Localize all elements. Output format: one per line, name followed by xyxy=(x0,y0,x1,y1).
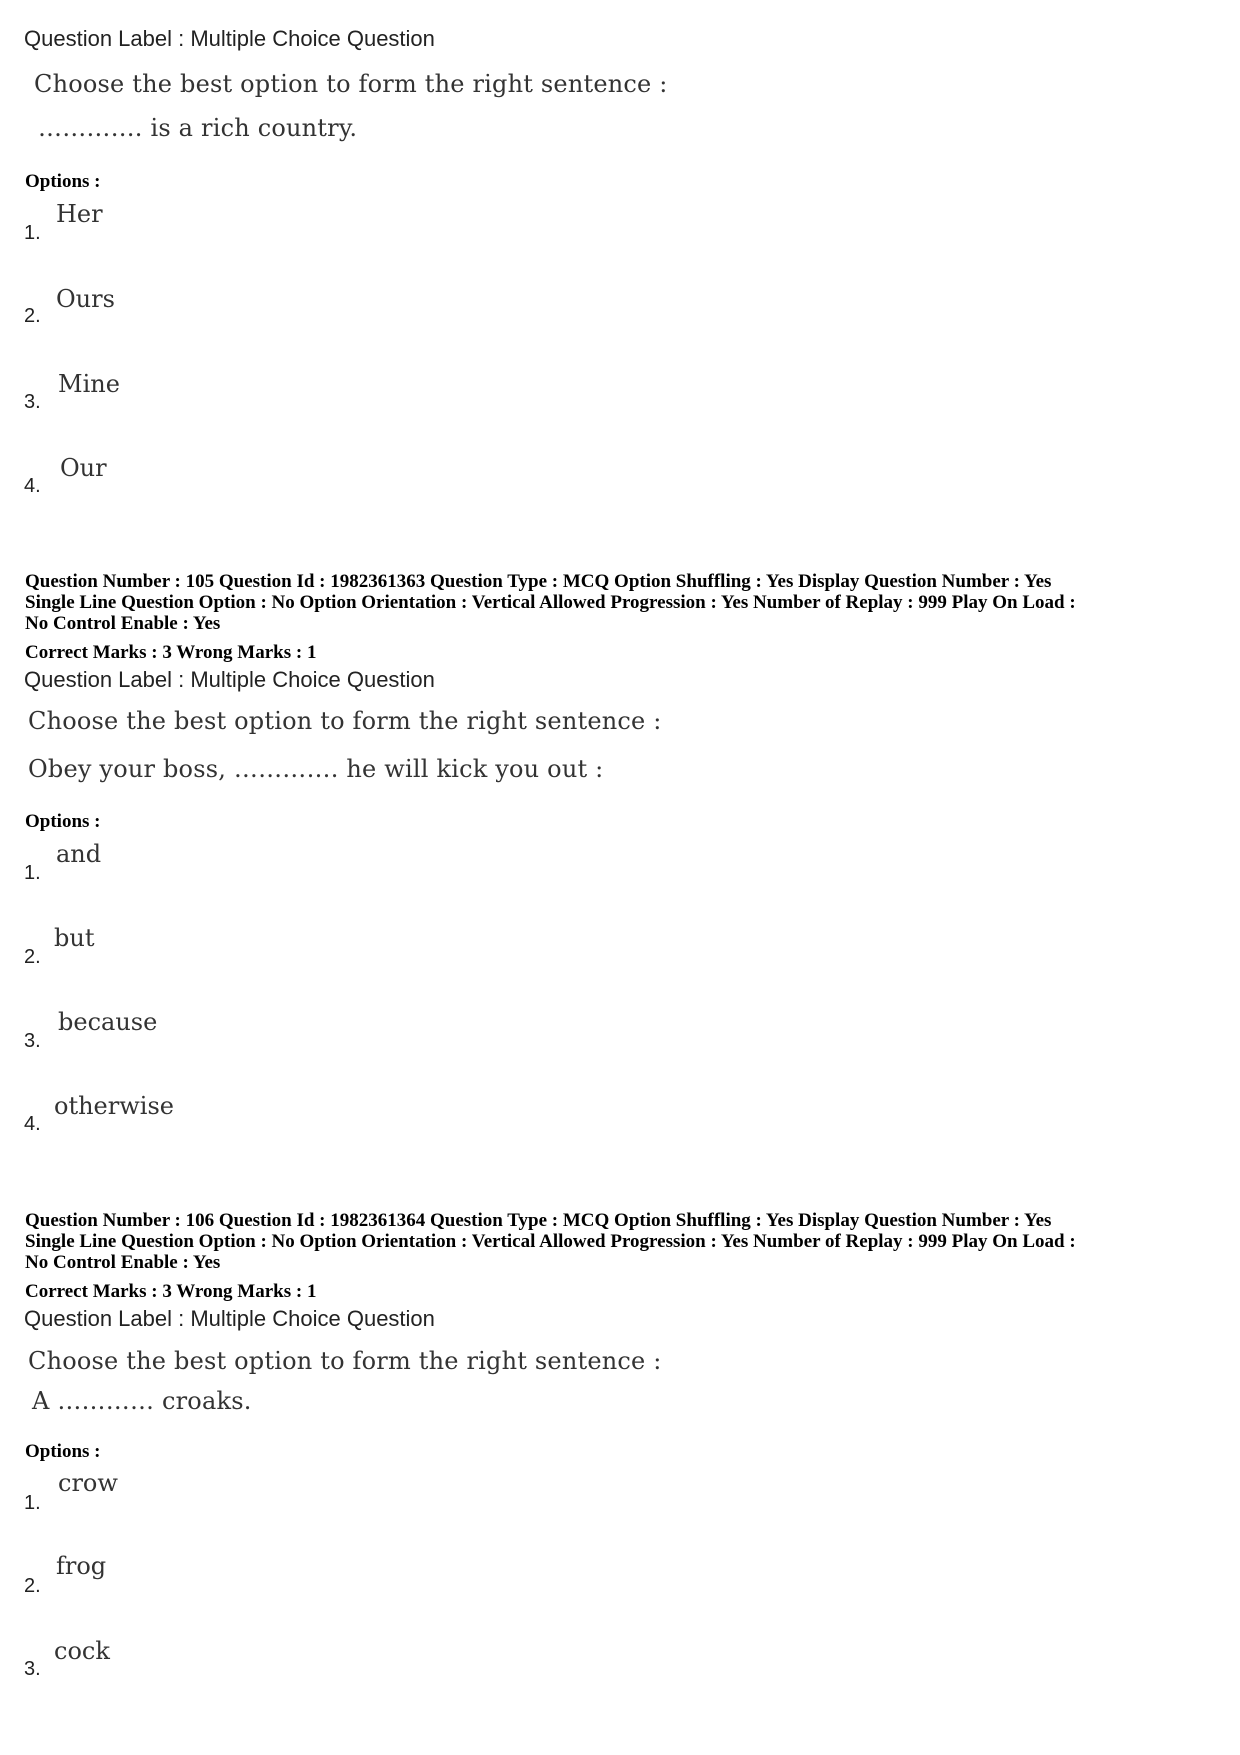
question-sentence: Obey your boss, …………. he will kick you out : xyxy=(28,755,604,783)
question-metadata xyxy=(25,571,1225,634)
option-number: 4. xyxy=(24,1113,41,1135)
option-number: 1. xyxy=(24,1492,41,1514)
question-label: Question Label : Multiple Choice Question xyxy=(24,26,435,51)
question-metadata xyxy=(25,1210,1225,1273)
option-number: 1. xyxy=(24,222,41,244)
option-text[interactable]: cock xyxy=(54,1637,110,1665)
option-text[interactable]: Her xyxy=(56,200,103,228)
options-heading: Options : xyxy=(25,1441,101,1462)
question-label: Question Label : Multiple Choice Question xyxy=(24,667,435,692)
option-number: 1. xyxy=(24,862,41,884)
metadata-line: Single Line Question Option : No Option Orientation : Vertical Allowed Progression : Yes Number of Replay : 999 Play On Load : xyxy=(25,592,1076,613)
options-heading: Options : xyxy=(25,171,101,192)
option-text[interactable]: crow xyxy=(58,1469,118,1497)
question-sentence: …………. is a rich country. xyxy=(38,114,358,142)
marks-info: Correct Marks : 3 Wrong Marks : 1 xyxy=(25,1281,317,1302)
option-number: 4. xyxy=(24,475,41,497)
option-text[interactable]: otherwise xyxy=(54,1092,174,1120)
question-prompt: Choose the best option to form the right sentence : xyxy=(28,707,662,735)
metadata-line: No Control Enable : Yes xyxy=(25,613,221,634)
option-text[interactable]: Mine xyxy=(58,370,120,398)
option-number: 3. xyxy=(24,391,41,413)
question-prompt: Choose the best option to form the right sentence : xyxy=(28,1347,662,1375)
option-number: 3. xyxy=(24,1658,41,1680)
option-number: 2. xyxy=(24,946,41,968)
question-label: Question Label : Multiple Choice Question xyxy=(24,1306,435,1331)
option-text[interactable]: and xyxy=(56,840,102,868)
question-sentence: A ………… croaks. xyxy=(32,1387,252,1415)
metadata-line: No Control Enable : Yes xyxy=(25,1252,221,1273)
option-text[interactable]: because xyxy=(58,1008,158,1036)
metadata-line: Question Number : 105 Question Id : 1982361363 Question Type : MCQ Option Shuffling : Yes Display Question Number : Yes xyxy=(25,571,1052,592)
option-text[interactable]: Ours xyxy=(56,285,115,313)
option-number: 2. xyxy=(24,1575,41,1597)
option-text[interactable]: but xyxy=(54,924,95,952)
question-prompt: Choose the best option to form the right sentence : xyxy=(34,70,668,98)
metadata-line: Single Line Question Option : No Option Orientation : Vertical Allowed Progression : Yes Number of Replay : 999 Play On Load : xyxy=(25,1231,1076,1252)
option-text[interactable]: frog xyxy=(56,1552,107,1580)
metadata-line: Question Number : 106 Question Id : 1982361364 Question Type : MCQ Option Shuffling : Yes Display Question Number : Yes xyxy=(25,1210,1052,1231)
option-number: 3. xyxy=(24,1030,41,1052)
option-text[interactable]: Our xyxy=(60,454,107,482)
marks-info: Correct Marks : 3 Wrong Marks : 1 xyxy=(25,642,317,663)
option-number: 2. xyxy=(24,305,41,327)
options-heading: Options : xyxy=(25,811,101,832)
